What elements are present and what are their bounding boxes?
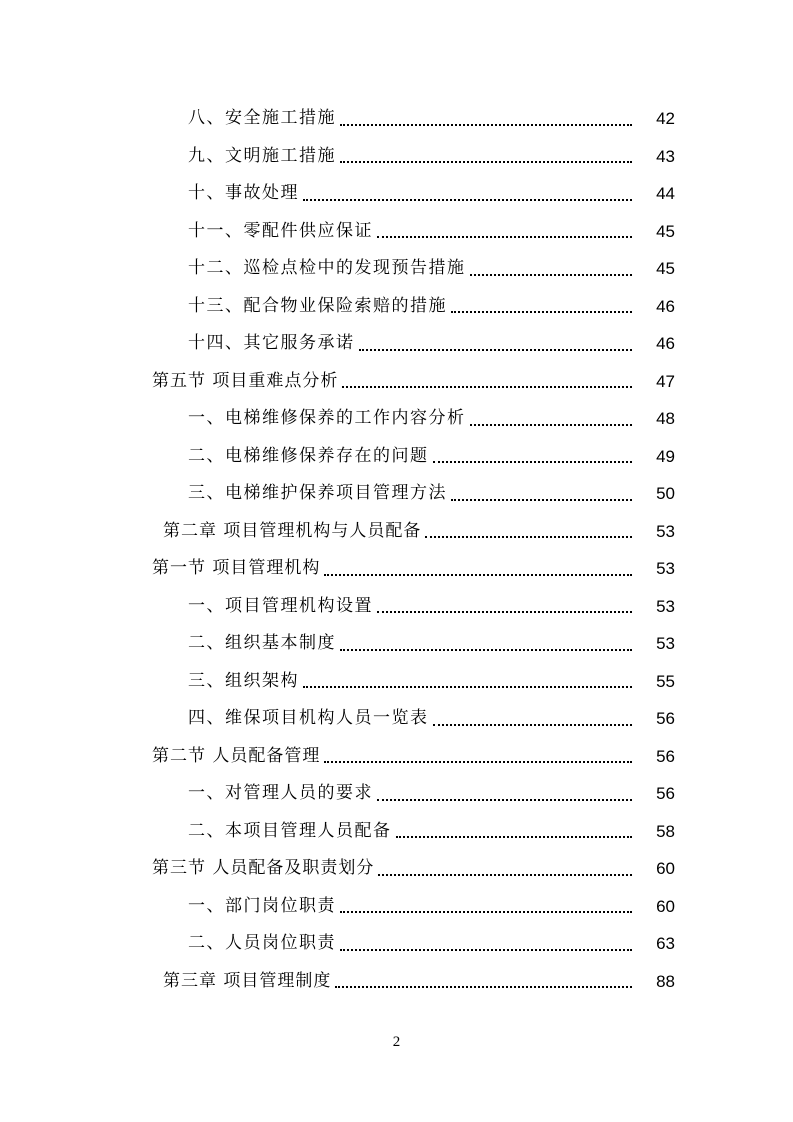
toc-entry-label: 四、维保项目机构人员一览表 xyxy=(188,708,429,728)
toc-entry-page-number: 48 xyxy=(656,409,675,428)
toc-entry-label: 三、组织架构 xyxy=(188,670,299,691)
toc-entry-page-number: 55 xyxy=(656,671,675,691)
toc-entry-label: 三、电梯维护保养项目管理方法 xyxy=(188,483,447,503)
toc-entry-page-number: 46 xyxy=(656,334,675,353)
dot-leader xyxy=(340,649,632,651)
dot-leader xyxy=(470,274,633,276)
toc-entry-page-number: 88 xyxy=(656,971,675,991)
toc-entry-item[interactable] xyxy=(0,400,793,438)
toc-entry-item[interactable] xyxy=(0,213,793,251)
toc-entry-page-number: 56 xyxy=(656,784,675,803)
dot-leader xyxy=(342,386,632,388)
toc-entry-section[interactable] xyxy=(0,850,793,888)
toc-entry-page-number: 53 xyxy=(656,596,675,616)
dot-leader xyxy=(396,836,633,838)
dot-leader xyxy=(324,761,632,763)
toc-entry-label: 一、部门岗位职责 xyxy=(188,895,336,916)
toc-entry-section[interactable] xyxy=(0,738,793,776)
dot-leader xyxy=(377,611,632,613)
toc-entry-page-number: 46 xyxy=(656,296,675,316)
dot-leader xyxy=(451,499,632,501)
toc-entry-page-number: 56 xyxy=(656,746,675,766)
toc-entry-label: 一、电梯维修保养的工作内容分析 xyxy=(188,408,466,428)
toc-entry-label: 一、对管理人员的要求 xyxy=(188,783,373,803)
toc-entry-item[interactable] xyxy=(0,100,793,138)
toc-entry-label: 一、项目管理机构设置 xyxy=(188,595,373,616)
toc-entry-page-number: 60 xyxy=(656,859,675,878)
toc-entry-page-number: 53 xyxy=(656,521,675,541)
toc-entry-label: 第三章 项目管理制度 xyxy=(163,970,332,991)
toc-entry-label: 第一节 项目管理机构 xyxy=(152,558,321,578)
toc-entry-page-number: 58 xyxy=(656,821,675,841)
toc-entry-label: 十三、配合物业保险索赔的措施 xyxy=(188,295,447,316)
toc-entry-chapter[interactable] xyxy=(0,963,793,1001)
toc-entry-page-number: 53 xyxy=(656,559,675,578)
toc-entry-item[interactable] xyxy=(0,475,793,513)
toc-entry-label: 十一、零配件供应保证 xyxy=(188,220,373,241)
dot-leader xyxy=(324,574,632,576)
dot-leader xyxy=(451,311,632,313)
toc-entry-item[interactable] xyxy=(0,813,793,851)
toc-entry-page-number: 45 xyxy=(656,221,675,241)
toc-entry-item[interactable] xyxy=(0,888,793,926)
toc-entry-item[interactable] xyxy=(0,775,793,813)
toc-entry-page-number: 44 xyxy=(656,184,675,203)
toc-entry-item[interactable] xyxy=(0,625,793,663)
toc-entry-section[interactable] xyxy=(0,550,793,588)
dot-leader xyxy=(377,236,632,238)
dot-leader xyxy=(359,349,633,351)
toc-entry-label: 第三节 人员配备及职责划分 xyxy=(152,858,375,878)
dot-leader xyxy=(433,461,633,463)
dot-leader xyxy=(425,536,632,538)
toc-entry-page-number: 47 xyxy=(656,371,675,391)
toc-entry-page-number: 42 xyxy=(656,109,675,128)
dot-leader xyxy=(433,724,633,726)
table-of-contents xyxy=(0,100,793,1000)
toc-entry-item[interactable] xyxy=(0,700,793,738)
toc-entry-page-number: 49 xyxy=(656,446,675,466)
toc-entry-label: 九、文明施工措施 xyxy=(188,145,336,166)
toc-entry-page-number: 43 xyxy=(656,146,675,166)
toc-entry-label: 二、人员岗位职责 xyxy=(188,933,336,953)
toc-entry-item[interactable] xyxy=(0,250,793,288)
dot-leader xyxy=(303,686,632,688)
toc-entry-label: 二、组织基本制度 xyxy=(188,633,336,653)
toc-entry-label: 十四、其它服务承诺 xyxy=(188,333,355,353)
toc-entry-page-number: 45 xyxy=(656,259,675,278)
toc-entry-item[interactable] xyxy=(0,438,793,476)
dot-leader xyxy=(340,161,632,163)
dot-leader xyxy=(335,986,632,988)
toc-entry-page-number: 56 xyxy=(656,709,675,728)
toc-entry-page-number: 60 xyxy=(656,896,675,916)
toc-entry-page-number: 53 xyxy=(656,634,675,653)
dot-leader xyxy=(470,424,633,426)
toc-entry-item[interactable] xyxy=(0,288,793,326)
toc-entry-page-number: 63 xyxy=(656,934,675,953)
toc-entry-item[interactable] xyxy=(0,588,793,626)
dot-leader xyxy=(378,874,632,876)
toc-entry-chapter[interactable] xyxy=(0,513,793,551)
toc-entry-label: 八、安全施工措施 xyxy=(188,108,336,128)
dot-leader xyxy=(303,199,632,201)
toc-entry-item[interactable] xyxy=(0,925,793,963)
toc-entry-label: 二、本项目管理人员配备 xyxy=(188,820,392,841)
toc-entry-item[interactable] xyxy=(0,175,793,213)
dot-leader xyxy=(340,124,632,126)
toc-entry-section[interactable] xyxy=(0,363,793,401)
toc-entry-item[interactable] xyxy=(0,138,793,176)
dot-leader xyxy=(340,911,632,913)
toc-entry-item[interactable] xyxy=(0,663,793,701)
toc-entry-label: 十、事故处理 xyxy=(188,183,299,203)
toc-entry-label: 第五节 项目重难点分析 xyxy=(152,370,339,391)
dot-leader xyxy=(340,949,632,951)
toc-entry-label: 二、电梯维修保养存在的问题 xyxy=(188,445,429,466)
page-number: 2 xyxy=(392,1034,401,1050)
toc-entry-label: 第二节 人员配备管理 xyxy=(152,745,321,766)
toc-entry-page-number: 50 xyxy=(656,484,675,503)
toc-entry-label: 十二、巡检点检中的发现预告措施 xyxy=(188,258,466,278)
toc-entry-label: 第二章 项目管理机构与人员配备 xyxy=(163,520,422,541)
dot-leader xyxy=(377,799,632,801)
toc-entry-item[interactable] xyxy=(0,325,793,363)
